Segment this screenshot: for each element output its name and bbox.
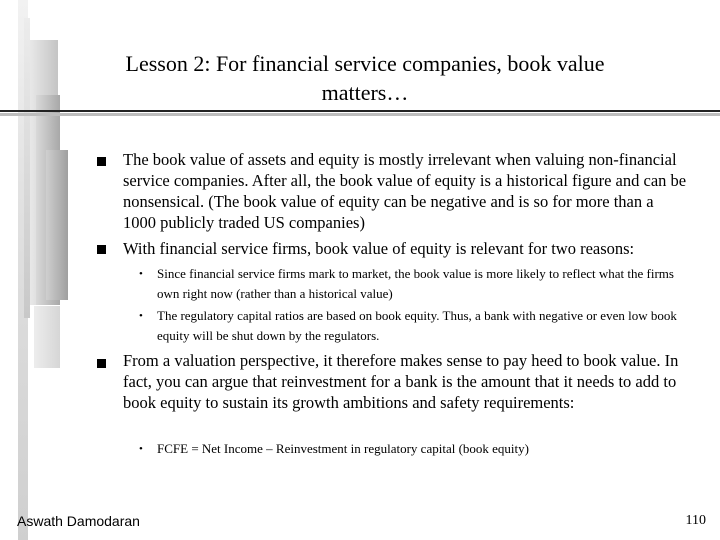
title-divider [0,110,720,112]
title-divider-shadow [0,113,720,116]
sub-bullet-text: The regulatory capital ratios are based on book equity. Thus, a bank with negative or even low book equity will be shut down by the regulators. [157,308,677,343]
sub-bullet-text: Since financial service firms mark to market, the book value is more likely to reflect what the firms own right now (rather than a historical value) [157,266,674,301]
decorative-bar [46,150,68,300]
decorative-bar [34,306,60,368]
footer-author: Aswath Damodaran [17,513,140,529]
bullet-text: The book value of assets and equity is mostly irrelevant when valuing non-financial service companies. After all, the book value of equity is a historical figure and can be nonsensical. (The book value of equity can be negative and is so for more than a 1000 publicly traded US companies) [123,150,687,232]
bullet-text: With financial service firms, book value of equity is relevant for two reasons: [123,239,635,258]
sub-bullet-dot-icon: • [139,268,143,280]
bullet-square-icon [97,359,106,368]
sub-bullet-dot-icon: • [139,310,143,322]
page-number: 110 [685,513,706,528]
sub-bullet-text: FCFE = Net Income – Reinvestment in regulatory capital (book equity) [157,441,529,456]
bullet-text: From a valuation perspective, it therefore makes sense to pay heed to book value. In fact, you can argue that reinvestment for a bank is the amount that it needs to add to book equity to sustain its growth ambitions and safety requirements: [123,351,679,412]
sub-bullet-dot-icon: • [139,443,143,455]
slide-title: Lesson 2: For financial service companies, book value matters… [125,51,605,105]
bullet-square-icon [97,157,106,166]
bullet-square-icon [97,245,106,254]
